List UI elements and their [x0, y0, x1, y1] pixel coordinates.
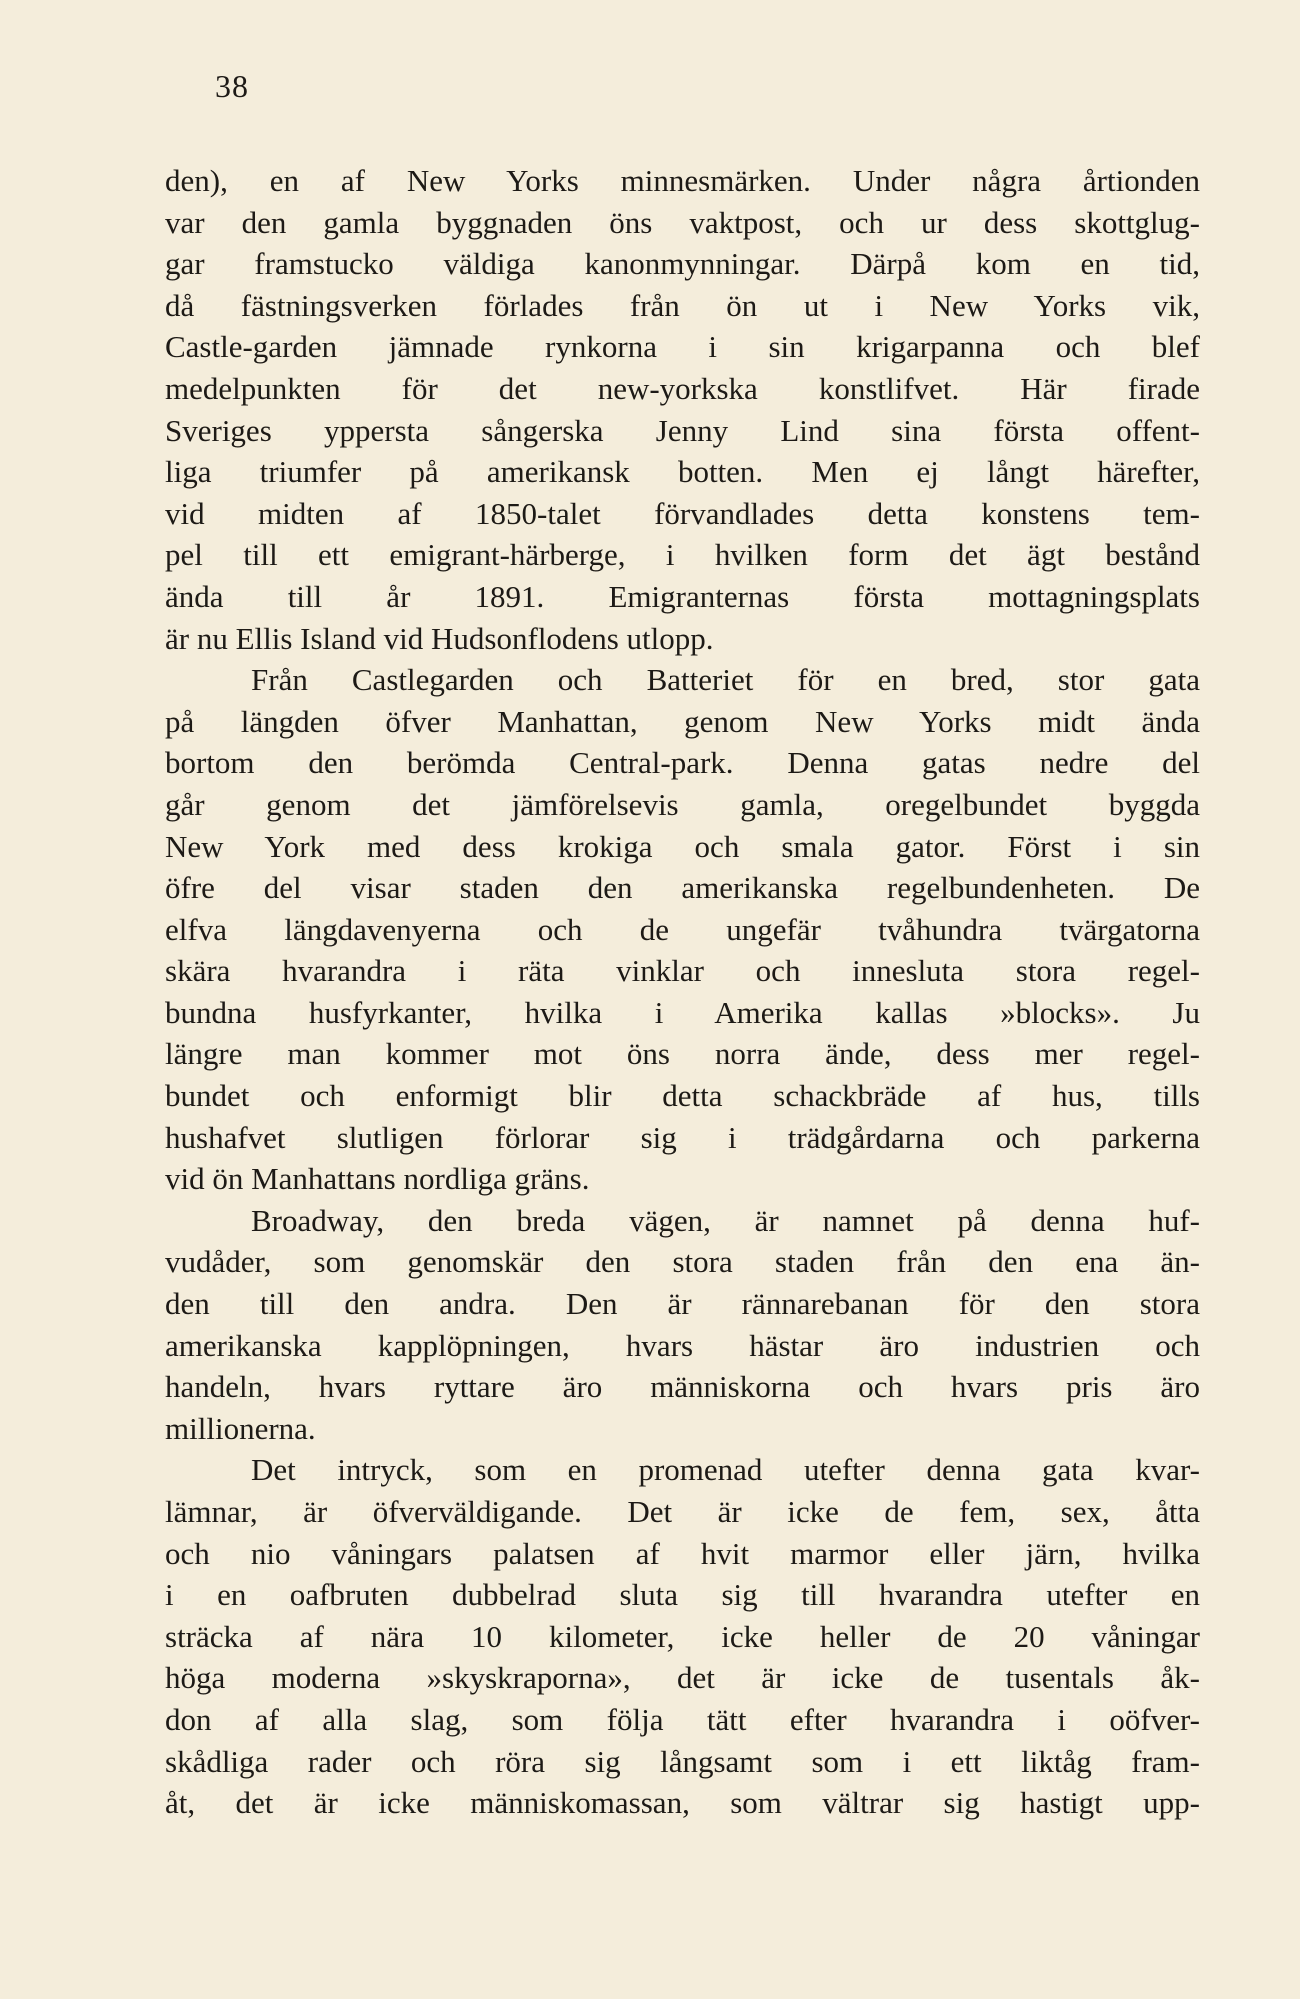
text-line: medelpunkten för det new-yorkska konstlifvet. Här firade	[165, 370, 1200, 406]
text-line: åt, det är icke människomassan, som vältrar sig hastigt upp-	[165, 1785, 1200, 1821]
text-line: gar framstucko väldiga kanonmynningar. Därpå kom en tid,	[165, 246, 1200, 282]
text-line: Broadway, den breda vägen, är namnet på denna huf-	[251, 1202, 1200, 1238]
text-line: vid midten af 1850-talet förvandlades detta konstens tem-	[165, 495, 1200, 531]
text-line: och nio våningars palatsen af hvit marmor eller järn, hvilka	[165, 1535, 1200, 1571]
text-line: längre man kommer mot öns norra ände, dess mer regel-	[165, 1036, 1200, 1072]
text-line: bundet och enformigt blir detta schackbräde af hus, tills	[165, 1078, 1200, 1114]
text-line: skådliga rader och röra sig långsamt som i ett liktåg fram-	[165, 1743, 1200, 1779]
text-line: vid ön Manhattans nordliga gräns.	[165, 1161, 590, 1197]
text-line: på längden öfver Manhattan, genom New Yorks midt ända	[165, 703, 1200, 739]
text-line: höga moderna »skyskraporna», det är icke de tusentals åk-	[165, 1660, 1200, 1696]
text-line: Castle-garden jämnade rynkorna i sin krigarpanna och blef	[165, 329, 1200, 365]
text-line: elfva längdavenyerna och de ungefär tvåhundra tvärgatorna	[165, 911, 1200, 947]
text-line: millionerna.	[165, 1410, 316, 1446]
body-text	[165, 160, 1200, 1824]
text-line: handeln, hvars ryttare äro människorna och hvars pris äro	[165, 1369, 1200, 1405]
text-line: ända till år 1891. Emigranternas första mottagningsplats	[165, 578, 1200, 614]
text-line: hushafvet slutligen förlorar sig i trädgårdarna och parkerna	[165, 1119, 1200, 1155]
text-line: lämnar, är öfverväldigande. Det är icke de fem, sex, åtta	[165, 1494, 1200, 1529]
text-line: don af alla slag, som följa tätt efter hvarandra i oöfver-	[165, 1701, 1200, 1737]
text-line: Sveriges yppersta sångerska Jenny Lind sina första offent-	[165, 412, 1200, 448]
text-line: sträcka af nära 10 kilometer, icke heller de 20 våningar	[165, 1618, 1200, 1654]
text-line: Från Castlegarden och Batteriet för en bred, stor gata	[251, 662, 1200, 698]
text-line: vudåder, som genomskär den stora staden från den ena än-	[165, 1244, 1200, 1280]
text-line: var den gamla byggnaden öns vaktpost, och ur dess skottglug-	[165, 204, 1200, 240]
text-line: går genom det jämförelsevis gamla, oregelbundet byggda	[165, 786, 1200, 822]
text-line: pel till ett emigrant-härberge, i hvilken form det ägt bestånd	[165, 537, 1200, 573]
text-line: amerikanska kapplöpningen, hvars hästar äro industrien och	[165, 1327, 1200, 1363]
text-line: skära hvarandra i räta vinklar och innesluta stora regel-	[165, 953, 1200, 989]
text-line: New York med dess krokiga och smala gator. Först i sin	[165, 828, 1200, 864]
page-number: 38	[215, 68, 249, 104]
text-line: bundna husfyrkanter, hvilka i Amerika kallas »blocks». Ju	[165, 994, 1200, 1030]
text-line: den), en af New Yorks minnesmärken. Under några årtionden	[165, 163, 1200, 198]
text-line: Det intryck, som en promenad utefter denna gata kvar-	[251, 1452, 1200, 1488]
text-line: den till den andra. Den är rännarebanan för den stora	[165, 1286, 1200, 1322]
text-line: då fästningsverken förlades från ön ut i New Yorks vik,	[165, 287, 1200, 323]
text-line: liga triumfer på amerikansk botten. Men ej långt härefter,	[165, 454, 1200, 490]
text-line: öfre del visar staden den amerikanska regelbundenheten. De	[165, 870, 1200, 906]
text-line: bortom den berömda Central-park. Denna gatas nedre del	[165, 745, 1200, 781]
text-line: är nu Ellis Island vid Hudsonflodens utlopp.	[165, 620, 714, 656]
text-line: i en oafbruten dubbelrad sluta sig till hvarandra utefter en	[165, 1577, 1200, 1613]
